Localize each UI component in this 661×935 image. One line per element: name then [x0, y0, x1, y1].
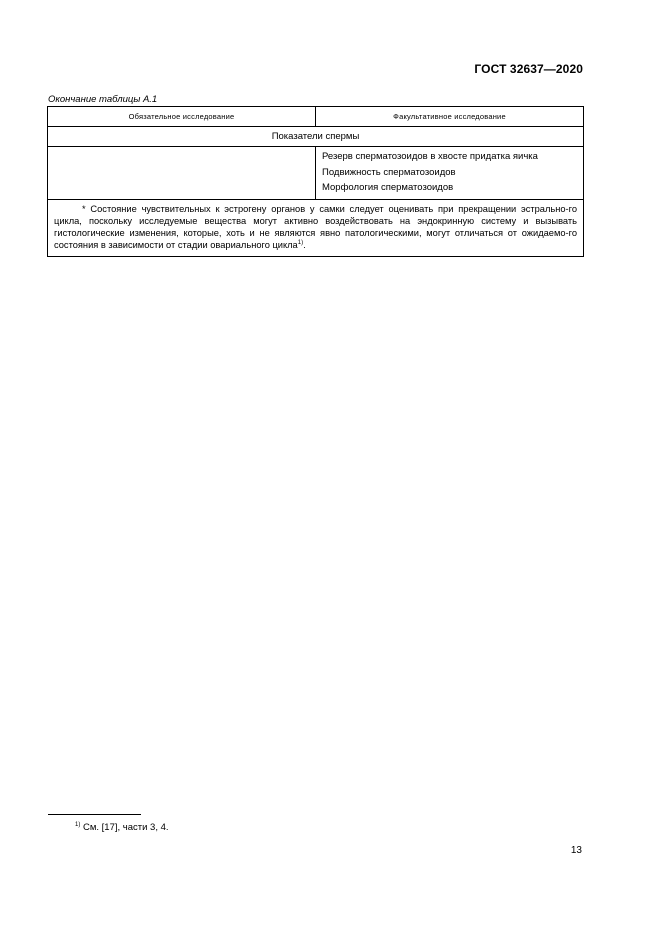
page-footnote: [75, 822, 169, 833]
footnote-text: Состояние чувствительных к эстрогену органов у самки следует оценивать при прекращении эстрально-го цикла, поскольку исследуемые вещества могут активно воздействовать на эндокринную систему и вызывать гистологические изменения, которые, хоть и не являются явно патологическими, могут отличаться от ожидаемо-го состояния в зависимости от стадии овариального цикла: [54, 203, 577, 250]
page-footnote-text: См. [17], части 3, 4.: [82, 822, 169, 833]
mandatory-items-cell: [48, 147, 316, 200]
page-number: 13: [570, 845, 582, 856]
footnote-end: .: [303, 239, 306, 250]
table-footnote: [48, 199, 584, 256]
optional-items-cell: [316, 147, 584, 200]
table-footnote-row: [48, 199, 584, 256]
list-item: Резерв сперматозоидов в хвосте придатка яичка: [322, 151, 538, 162]
footnote-reference: 1): [297, 239, 304, 246]
list-item: Морфология сперматозоидов: [322, 182, 454, 193]
table-section-row: [48, 127, 584, 147]
footnote-marker: *: [82, 203, 86, 214]
column-header-mandatory: Обязательное исследование: [48, 107, 316, 127]
table-caption: Окончание таблицы А.1: [48, 94, 158, 105]
footnote-divider: [48, 814, 141, 815]
results-table: [47, 106, 584, 257]
section-title: Показатели спермы: [48, 127, 584, 147]
standard-code: ГОСТ 32637—2020: [474, 62, 583, 76]
table-header-row: [48, 107, 584, 127]
page-footnote-mark: 1): [75, 822, 81, 828]
column-header-optional: Факультативное исследование: [316, 107, 584, 127]
list-item: Подвижность сперматозоидов: [322, 166, 456, 178]
table-row: [48, 147, 584, 200]
